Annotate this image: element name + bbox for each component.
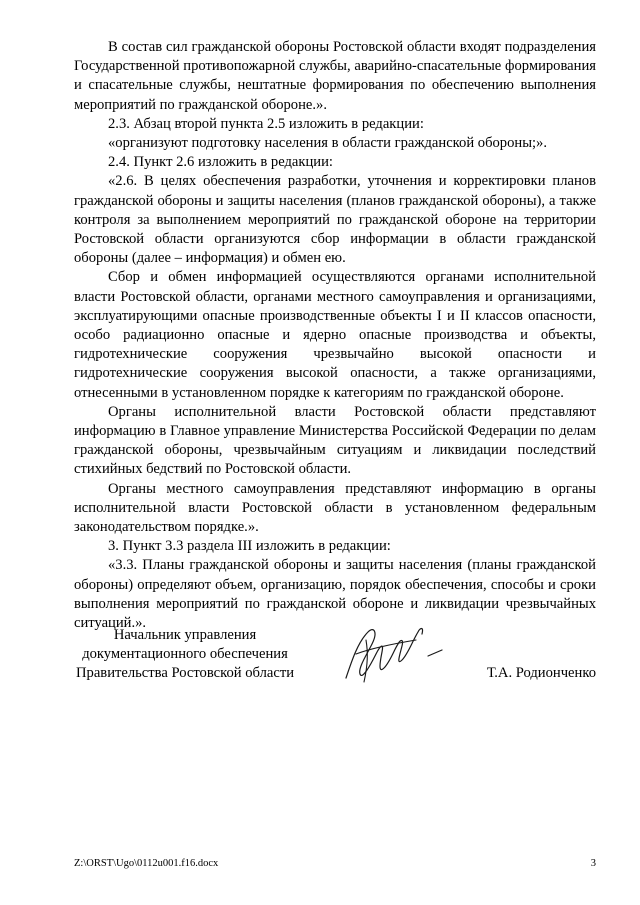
page-number: 3 <box>590 858 596 869</box>
signatory-title-line: Начальник управления <box>113 627 257 643</box>
footer-file-path: Z:\ORST\Ugo\0112u001.f16.docx <box>74 858 219 869</box>
document-body <box>74 38 596 633</box>
paragraph-item-2-3: 2.3. Абзац второй пункта 2.5 изложить в редакции: <box>108 115 424 132</box>
signature-block <box>60 626 596 686</box>
paragraph-item-2-6: «2.6. В целях обеспечения разработки, уточнения и корректировки планов гражданской обороны и защиты населения (планов гражданской обороны), а также контроля за выполнением мероприятий по гражданской обороне на территории Ростовской области организуются сбор информации в области гражданской обороны (далее – информация) и обмен ею. <box>74 173 596 267</box>
paragraph-item-2-4: 2.4. Пункт 2.6 изложить в редакции: <box>108 154 333 171</box>
paragraph-executive-bodies: Органы исполнительной власти Ростовской области представляют информацию в Главное управление Министерства Российской Федерации по делам гражданской обороны, чрезвычайным ситуациям и ликвидации последствий стихийных бедствий по Ростовской области. <box>74 403 596 478</box>
paragraph-item-3-3: «3.3. Планы гражданской обороны и защиты населения (планы гражданской обороны) определяют объем, организацию, порядок обеспечения, способы и сроки выполнения мероприятий по гражданской обороне и ликвидации чрезвычайных ситуаций.». <box>74 557 596 632</box>
signatory-title-line: Правительства Ростовской области <box>75 665 295 682</box>
handwritten-signature <box>338 620 448 688</box>
paragraph-civil-defense-forces: В состав сил гражданской обороны Ростовской области входят подразделения Государственной противопожарной службы, аварийно-спасательные формирования и спасательные службы, нештатные формирования по обеспечению выполнения мероприятий по гражданской обороне.». <box>74 39 596 113</box>
paragraph-item-3: 3. Пункт 3.3 раздела III изложить в редакции: <box>108 538 391 555</box>
signatory-title <box>70 626 300 684</box>
paragraph-information-exchange: Сбор и обмен информацией осуществляются органами исполнительной власти Ростовской области, органами местного самоуправления и организациями, эксплуатирующими опасные производственные объекты I и II классов опасности, особо радиационно опасные и ядерно опасные производства и объекты, гидротехнические сооружения чрезвычайно высокой опасности и гидротехнические сооружения высокой опасности, а также организациями, отнесенными в установленном порядке к категориям по гражданской обороне. <box>74 269 596 401</box>
paragraph-item-2-3-text: «организуют подготовку населения в области гражданской обороны;». <box>108 135 548 152</box>
signatory-name: Т.А. Родионченко <box>486 665 596 681</box>
signatory-title-line: документационного обеспечения <box>82 646 288 663</box>
paragraph-local-government: Органы местного самоуправления представляют информацию в органы исполнительной власти Ростовской области в установленном федеральным законодательством порядке.». <box>74 480 596 536</box>
